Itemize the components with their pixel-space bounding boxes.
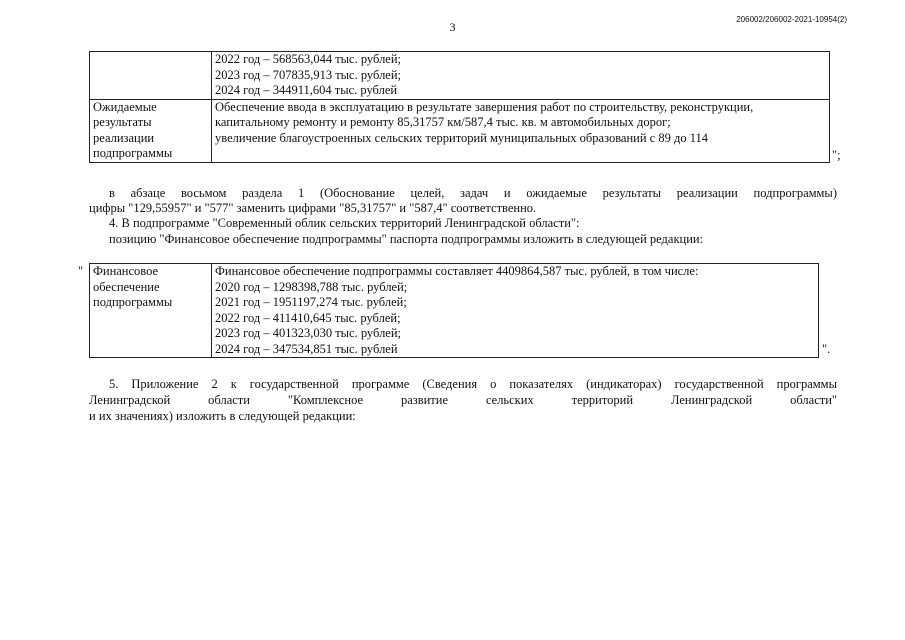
label-line: Финансовое	[93, 264, 159, 278]
item-5-line3: и их значениях) изложить в следующей редакции:	[89, 409, 356, 423]
paragraph-position-instruction: позицию "Финансовое обеспечение подпрограммы" паспорта подпрограммы изложить в следующей редакции:	[109, 232, 704, 246]
opening-quote-mark: "	[78, 264, 84, 278]
closing-quote-mark: ".	[822, 342, 831, 356]
item-5-line2: Ленинградской области "Комплексное развитие сельских территорий Ленинградской области"	[89, 393, 837, 407]
expected-results-table	[89, 51, 830, 163]
table-cell-empty	[90, 52, 212, 100]
content-line: 2023 год – 401323,030 тыс. рублей;	[215, 326, 402, 340]
paragraph-item-4: 4. В подпрограмме "Современный облик сельских территорий Ленинградской области":	[109, 216, 580, 230]
financing-line: 2024 год – 344911,604 тыс. рублей	[215, 83, 398, 97]
content-line: 2021 год – 1951197,274 тыс. рублей;	[215, 295, 407, 309]
item-5-line1: 5. Приложение 2 к государственной программе (Сведения о показателях (индикаторах) государственной программы	[109, 377, 837, 391]
closing-quote-mark: ";	[832, 148, 841, 162]
page-number: 3	[449, 20, 456, 34]
label-line: результаты	[93, 115, 152, 129]
table-cell-financing-continued	[212, 52, 830, 100]
financing-content	[212, 264, 819, 358]
table-row	[90, 99, 830, 162]
label-line: подпрограммы	[93, 295, 173, 309]
content-line: капитальному ремонту и ремонту 85,31757 км/587,4 тыс. кв. м автомобильных дорог;	[215, 115, 671, 129]
paragraph-amendment-line2: цифры "129,55957" и "577" заменить цифрами "85,31757" и "587,4" соответственно.	[89, 201, 537, 215]
financing-table	[89, 263, 819, 358]
table-row	[90, 264, 819, 358]
paragraph-amendment-line1: в абзаце восьмом раздела 1 (Обоснование целей, задач и ожидаемые результаты реализации подпрограммы)	[109, 186, 837, 200]
label-line: реализации	[93, 130, 155, 145]
label-line: подпрограммы	[93, 146, 173, 160]
financing-line: 2023 год – 707835,913 тыс. рублей;	[215, 67, 402, 82]
expected-results-content	[212, 99, 830, 162]
label-line: Ожидаемые	[93, 99, 157, 114]
financing-line: 2022 год – 568563,044 тыс. рублей;	[215, 52, 402, 66]
content-line: 2020 год – 1298398,788 тыс. рублей;	[215, 279, 408, 294]
row-label-expected-results	[90, 99, 212, 162]
row-label-financing	[90, 264, 212, 358]
table-row	[90, 52, 830, 100]
content-line: Финансовое обеспечение подпрограммы составляет 4409864,587 тыс. рублей, в том числе:	[215, 264, 699, 278]
content-line: 2022 год – 411410,645 тыс. рублей;	[215, 310, 401, 325]
content-line: Обеспечение ввода в эксплуатацию в результате завершения работ по строительству, реконструкции,	[215, 99, 754, 114]
label-line: обеспечение	[93, 279, 160, 294]
content-line: 2024 год – 347534,851 тыс. рублей	[215, 341, 398, 356]
document-code: 206002/206002-2021-10954(2)	[736, 15, 847, 24]
content-line: увеличение благоустроенных сельских территорий муниципальных образований с 89 до 114	[215, 130, 708, 145]
